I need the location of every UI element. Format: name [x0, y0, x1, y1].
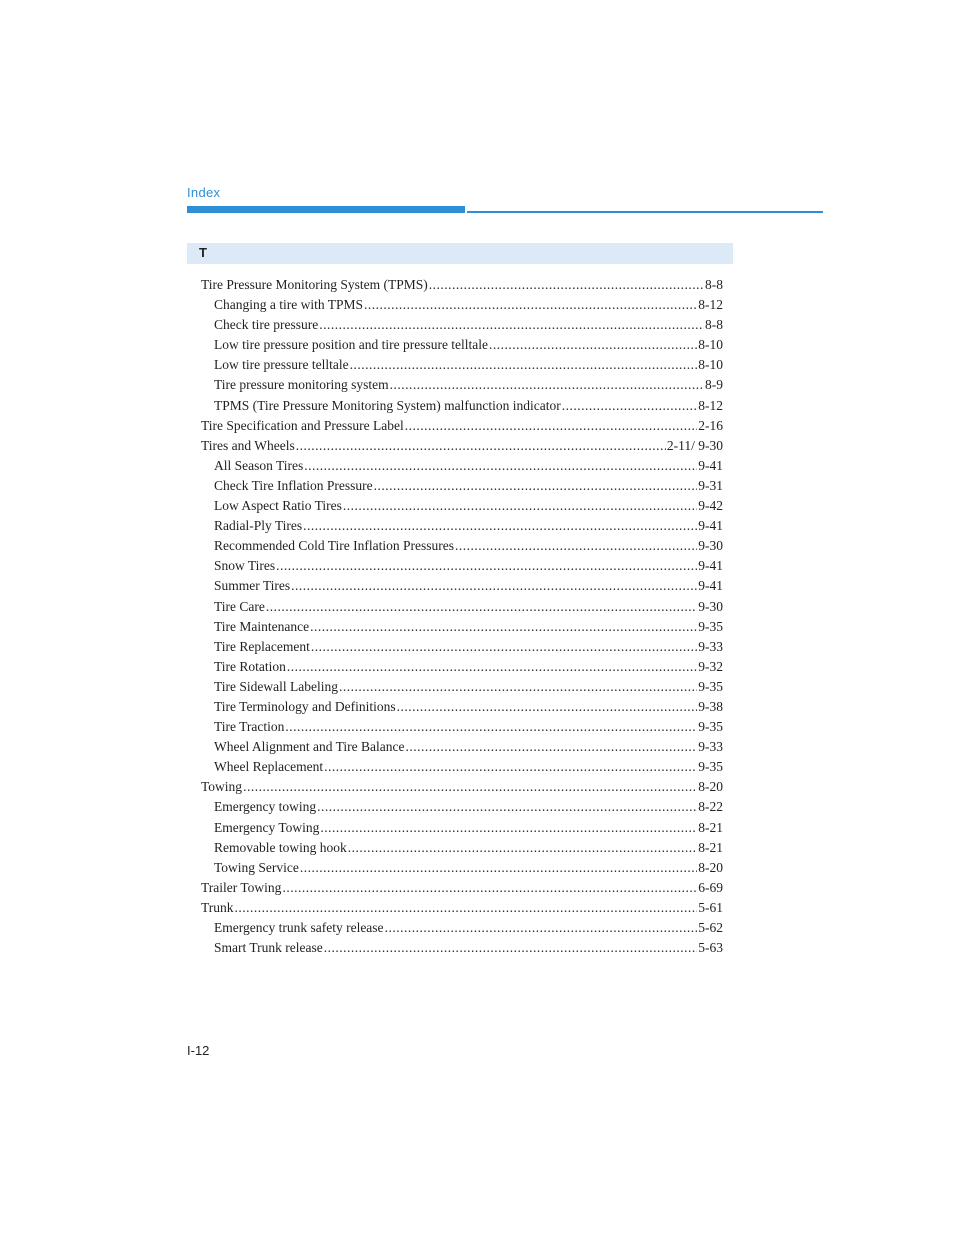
entry-page-ref: 9-35 [698, 618, 723, 634]
dot-leader [282, 878, 697, 898]
index-entry [201, 275, 723, 295]
dot-leader [324, 938, 698, 958]
entry-label: Tire Terminology and Definitions [214, 698, 396, 714]
index-subentry [201, 938, 723, 958]
index-subentry [201, 717, 723, 737]
dot-leader [324, 757, 697, 777]
entry-page-ref: 8-20 [698, 859, 723, 875]
entry-label: Low tire pressure position and tire pressure telltale [214, 337, 489, 353]
dot-leader [291, 576, 697, 596]
dot-leader [320, 818, 697, 838]
entry-page-ref: 2-16 [698, 417, 723, 433]
index-subentry [201, 597, 723, 617]
dot-leader [429, 275, 704, 295]
dot-leader [285, 717, 697, 737]
index-subentry [201, 737, 723, 757]
index-entry-list [201, 275, 723, 958]
index-entry [201, 436, 723, 456]
index-subentry [201, 536, 723, 556]
index-subentry [201, 637, 723, 657]
entry-page-ref: 8-9 [705, 377, 723, 393]
index-subentry [201, 355, 723, 375]
entry-page-ref: 9-38 [698, 698, 723, 714]
entry-label: Tire Maintenance [214, 618, 310, 634]
index-letter: T [199, 245, 207, 260]
entry-page-ref: 8-10 [698, 337, 723, 353]
entry-label: Tire Pressure Monitoring System (TPMS) [201, 277, 428, 292]
entry-label: Emergency towing [214, 799, 317, 815]
entry-page-ref: 9-35 [698, 678, 723, 694]
entry-label: Radial-Ply Tires [214, 518, 303, 534]
index-subentry [201, 496, 723, 516]
dot-leader [405, 737, 697, 757]
dot-leader [303, 516, 697, 536]
index-subentry [201, 456, 723, 476]
dot-leader [348, 838, 698, 858]
entry-label: Tires and Wheels [201, 437, 295, 453]
entry-page-ref: 8-10 [698, 357, 723, 373]
entry-label: Trailer Towing [201, 879, 282, 895]
index-subentry [201, 335, 723, 355]
dot-leader [243, 777, 697, 797]
dot-leader [304, 456, 697, 476]
dot-leader [319, 315, 704, 335]
dot-leader [317, 797, 697, 817]
dot-leader [343, 496, 697, 516]
entry-page-ref: 8-8 [705, 277, 723, 292]
entry-page-ref: 8-8 [705, 317, 723, 333]
entry-label: All Season Tires [214, 457, 304, 473]
dot-leader [311, 637, 697, 657]
header-rule [467, 211, 823, 213]
index-subentry [201, 858, 723, 878]
page-number: I-12 [187, 1043, 210, 1058]
index-subentry [201, 315, 723, 335]
entry-label: Tire pressure monitoring system [214, 377, 389, 393]
entry-label: Removable towing hook [214, 839, 347, 855]
entry-page-ref: 9-35 [698, 719, 723, 735]
index-subentry [201, 617, 723, 637]
entry-page-ref: 9-30 [698, 598, 723, 614]
dot-leader [296, 436, 666, 456]
entry-label: Snow Tires [214, 558, 276, 574]
entry-label: Towing Service [214, 859, 299, 875]
index-letter-band [187, 243, 733, 264]
dot-leader [350, 355, 698, 375]
index-entry [201, 416, 723, 436]
index-subentry [201, 295, 723, 315]
entry-label: Low tire pressure telltale [214, 357, 349, 373]
index-subentry [201, 757, 723, 777]
entry-page-ref: 8-12 [698, 297, 723, 313]
entry-label: Tire Sidewall Labeling [214, 678, 338, 694]
dot-leader [276, 556, 697, 576]
dot-leader [310, 617, 697, 637]
index-subentry [201, 576, 723, 596]
section-header-title: Index [187, 185, 221, 200]
dot-leader [390, 375, 704, 395]
dot-leader [455, 536, 697, 556]
entry-page-ref: 8-21 [698, 839, 723, 855]
index-subentry [201, 375, 723, 395]
entry-page-ref: 9-33 [698, 739, 723, 755]
entry-page-ref: 9-35 [698, 759, 723, 775]
entry-label: TPMS (Tire Pressure Monitoring System) malfunction indicator [214, 397, 561, 413]
entry-page-ref: 6-69 [698, 879, 723, 895]
index-subentry [201, 476, 723, 496]
dot-leader [562, 396, 698, 416]
entry-label: Emergency Towing [214, 819, 320, 835]
dot-leader [287, 657, 697, 677]
index-subentry [201, 818, 723, 838]
entry-page-ref: 8-21 [698, 819, 723, 835]
entry-label: Towing [201, 779, 243, 795]
entry-page-ref: 2-11/ 9-30 [666, 437, 723, 453]
index-subentry [201, 396, 723, 416]
entry-label: Smart Trunk release [214, 940, 323, 956]
index-subentry [201, 677, 723, 697]
dot-leader [339, 677, 697, 697]
entry-label: Changing a tire with TPMS [214, 297, 364, 313]
entry-page-ref: 5-63 [698, 940, 723, 956]
entry-page-ref: 5-62 [698, 920, 723, 935]
dot-leader [300, 858, 697, 878]
entry-label: Emergency trunk safety release [214, 920, 384, 935]
index-entry [201, 898, 723, 918]
index-subentry [201, 838, 723, 858]
entry-page-ref: 9-32 [698, 658, 723, 674]
entry-page-ref: 8-20 [698, 779, 723, 795]
entry-page-ref: 9-41 [698, 578, 723, 594]
entry-label: Trunk [201, 899, 234, 915]
dot-leader [405, 416, 698, 436]
entry-label: Wheel Alignment and Tire Balance [214, 739, 405, 755]
entry-page-ref: 8-22 [698, 799, 723, 815]
dot-leader [397, 697, 698, 717]
index-subentry [201, 697, 723, 717]
entry-label: Low Aspect Ratio Tires [214, 498, 342, 514]
entry-label: Tire Replacement [214, 638, 310, 654]
entry-page-ref: 9-41 [698, 558, 723, 574]
entry-label: Check tire pressure [214, 317, 319, 333]
index-subentry [201, 918, 723, 938]
dot-leader [374, 476, 698, 496]
dot-leader [385, 918, 698, 938]
entry-label: Recommended Cold Tire Inflation Pressures [214, 538, 454, 554]
entry-page-ref: 9-31 [698, 477, 723, 493]
entry-label: Tire Care [214, 598, 265, 614]
entry-page-ref: 9-33 [698, 638, 723, 654]
entry-label: Summer Tires [214, 578, 291, 594]
entry-page-ref: 8-12 [698, 397, 723, 413]
entry-page-ref: 5-61 [698, 899, 723, 915]
entry-page-ref: 9-41 [698, 518, 723, 534]
index-subentry [201, 516, 723, 536]
index-entry [201, 878, 723, 898]
entry-label: Tire Traction [214, 719, 285, 735]
index-entry [201, 777, 723, 797]
index-subentry [201, 556, 723, 576]
entry-label: Tire Rotation [214, 658, 286, 674]
dot-leader [266, 597, 697, 617]
dot-leader [364, 295, 697, 315]
header-accent-bar [187, 206, 465, 213]
entry-label: Check Tire Inflation Pressure [214, 477, 373, 493]
entry-page-ref: 9-30 [698, 538, 723, 554]
dot-leader [489, 335, 697, 355]
entry-page-ref: 9-42 [698, 498, 723, 514]
entry-label: Tire Specification and Pressure Label [201, 417, 404, 433]
dot-leader [235, 898, 698, 918]
index-subentry [201, 657, 723, 677]
entry-page-ref: 9-41 [698, 457, 723, 473]
entry-label: Wheel Replacement [214, 759, 324, 775]
index-subentry [201, 797, 723, 817]
